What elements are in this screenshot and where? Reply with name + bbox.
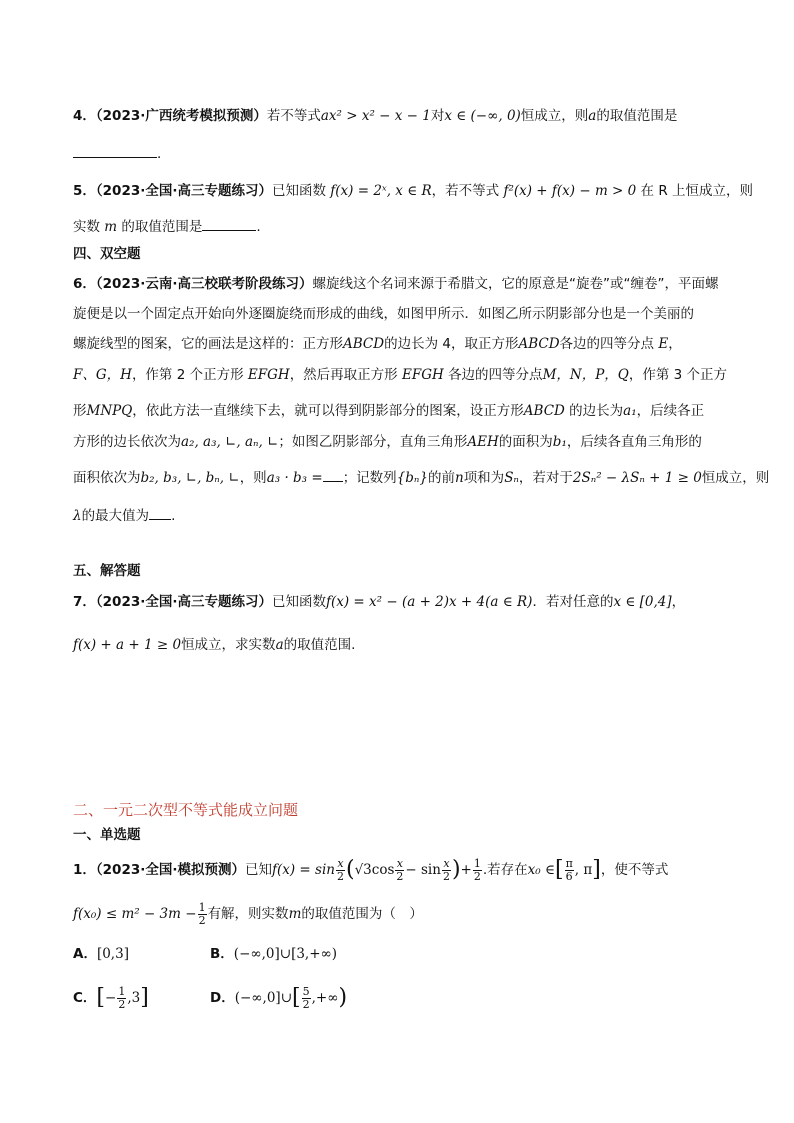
- q6-text: 的面积为: [498, 434, 553, 450]
- q4-answer-blank[interactable]: [73, 143, 157, 158]
- q6-text: 形: [73, 403, 87, 419]
- q1-frac-1-2: [198, 902, 207, 927]
- q7-inequality: f(x) + a + 1 ≥ 0: [73, 637, 182, 653]
- q1-frac-x-2: [442, 858, 451, 883]
- option-label: C．: [73, 990, 97, 1006]
- q1-frac-denominator: 2: [198, 913, 206, 927]
- q1-sqrt3: √3: [354, 862, 372, 878]
- q1-frac-numerator: 1: [198, 900, 206, 914]
- q1-frac-numerator: x: [443, 856, 450, 870]
- q7-text: 的取值范围.: [283, 637, 356, 653]
- q1-frac-denominator: 2: [396, 869, 404, 883]
- q1-text: .若存在: [482, 862, 528, 878]
- option-frac-denominator: 2: [118, 997, 126, 1011]
- q6-text: 螺旋线这个名词来源于希腊文，它的原意是“旋卷”或“缠卷”，平面螺: [312, 276, 719, 292]
- q7-text: 恒成立，求实数: [181, 637, 276, 653]
- option-label: B．: [210, 946, 234, 962]
- q6-text: 各边的四等分点: [448, 367, 543, 383]
- q6-inequality: 2Sₙ² − λSₙ + 1 ≥ 0: [572, 470, 702, 486]
- q6-text: ，依此方法一直继续下去，就可以得到阴影部分的图案，设正方形: [132, 403, 524, 419]
- q6-line6: [73, 432, 702, 452]
- q4-text: 的取值范围是: [596, 108, 678, 124]
- q6-text: 旋便是以一个固定点开始向外逐圈旋绕而形成的曲线，如图甲所示．如图乙所示阴影部分也是一个美丽的: [73, 306, 694, 322]
- q6-text: 的前: [427, 470, 455, 486]
- q6-text: ；记数列: [342, 470, 397, 486]
- q5-text: 实数: [73, 219, 100, 235]
- q1-cos: cos: [371, 862, 395, 878]
- q4-inequality: ax² > x² − x − 1: [320, 108, 431, 124]
- q7-text: ．若对任意的: [532, 594, 614, 610]
- q1-text: 已知: [245, 862, 272, 878]
- q6-a-sequence: a₂, a₃, ∟, aₙ, ∟: [181, 434, 279, 450]
- q5-function: f(x) = 2ˣ, x ∈ R: [330, 183, 432, 199]
- q6-b-sequence: b₂, b₃, ∟, bₙ, ∟: [140, 470, 240, 486]
- q6-triangle-aeh: AEH: [467, 434, 499, 450]
- option-fraction: [302, 986, 311, 1011]
- q7-text: 已知函数: [272, 594, 326, 610]
- q6-text: 方形的边长依次为: [73, 434, 181, 450]
- q6-source: （2023·云南·高三校联考阶段练习）: [95, 276, 313, 292]
- q7-domain: x ∈ [0,4]: [613, 594, 672, 610]
- q6-square-abcd: ABCD: [518, 336, 560, 352]
- q5-end: .: [256, 219, 261, 235]
- q7-function: f(x) = x² − (a + 2)x + 4(a ∈ R): [326, 594, 533, 610]
- q1-frac-denominator: 2: [473, 869, 481, 883]
- q6-end: .: [171, 508, 176, 524]
- q6-text: 螺旋线型的图案，它的画法是这样的：正方形: [73, 336, 343, 352]
- q5-source: （2023·全国·高三专题练习）: [95, 183, 272, 199]
- option-paren-close: ): [338, 985, 348, 1010]
- q6-n: n: [454, 470, 464, 486]
- q6-line2: [73, 304, 694, 324]
- q5-text: 在 R 上恒成立，则: [640, 183, 753, 199]
- q1-x0: x₀ ∈: [527, 862, 555, 878]
- q1-bracket-close: ]: [592, 857, 601, 882]
- q6-line8: [73, 505, 175, 526]
- q1-frac-x-2: [395, 858, 404, 883]
- q7-source: （2023·全国·高三专题练习）: [95, 594, 272, 610]
- q6-a3b3: a₃ · b₃ =: [266, 470, 323, 486]
- q1-frac-denominator: 2: [442, 869, 450, 883]
- q5-line1: [73, 181, 753, 201]
- q6-sn: Sₙ: [504, 470, 519, 486]
- q5-answer-blank[interactable]: [202, 216, 256, 231]
- q7-line1: [73, 592, 685, 612]
- q6-line3: 螺旋线型的图案，它的画法是这样的：正方形ABCD的边长为 4，取正方形ABCD各边的四等分点 E，: [73, 336, 682, 352]
- q6-text: 的边长为 4，取正方形: [384, 336, 519, 352]
- q7-number: 7．: [73, 594, 96, 610]
- q6-text: ，若对于: [518, 470, 573, 486]
- q6-text: 各边的四等分点: [559, 336, 655, 352]
- q4-answer-line: [73, 143, 161, 164]
- option-text: (−∞,0]∪: [234, 990, 293, 1006]
- q6-text: ，然后再取正方形: [289, 367, 398, 383]
- q1-variable: m: [288, 906, 302, 922]
- q5-variable: m: [104, 219, 118, 235]
- q1-paren-open: (: [345, 857, 355, 882]
- q6-text: ，后续各直角三角形的: [566, 434, 702, 450]
- q1-text: 有解，则实数: [207, 906, 289, 922]
- q1-source: （2023·全国·模拟预测）: [95, 862, 245, 878]
- option-label: D．: [210, 990, 235, 1006]
- q1-frac-pi-6: [565, 858, 574, 883]
- q1-inequality: f(x₀) ≤ m² − 3m −: [73, 906, 197, 922]
- q6-b1: b₁: [552, 434, 567, 450]
- q5-text: 已知函数: [272, 183, 326, 199]
- q4-domain: x ∈ (−∞, 0): [444, 108, 521, 124]
- q6-square-abcd: ABCD: [523, 403, 565, 419]
- q6-square-efgh: EFGH: [401, 367, 444, 383]
- q6-square-efgh: EFGH: [247, 367, 290, 383]
- q6-line4: [73, 365, 727, 385]
- q6-points: M，N，P，Q: [542, 367, 629, 383]
- q4-number: 4．: [73, 108, 96, 124]
- q6-text: ，作第 3 个正方: [628, 367, 728, 383]
- section-heading: 四、双空题: [73, 246, 141, 262]
- q1-frac-1-2: [473, 858, 482, 883]
- option-b[interactable]: [210, 944, 337, 964]
- option-frac-denominator: 2: [302, 997, 310, 1011]
- q6-point-e: E: [658, 336, 669, 352]
- q1-frac-denominator: 2: [336, 869, 344, 883]
- option-text: [0,3]: [96, 946, 129, 962]
- q6-text: 面积依次为: [73, 470, 141, 486]
- q6-square-abcd: ABCD: [343, 336, 385, 352]
- option-frac-numerator: 1: [118, 984, 126, 998]
- option-label: A．: [73, 946, 97, 962]
- q1-paren-close: ): [451, 857, 461, 882]
- q7-text: ，: [671, 594, 686, 610]
- q6-text: 恒成立，则: [701, 470, 770, 486]
- section-heading: 一、单选题: [73, 827, 141, 843]
- q1-frac-numerator: 1: [473, 856, 481, 870]
- option-frac-numerator: 5: [302, 984, 310, 998]
- q6-text: 的边长为: [569, 403, 624, 419]
- q4-text: 若不等式: [266, 108, 321, 124]
- q6-text: ，后续各正: [636, 403, 705, 419]
- q1-text: ，使不等式: [600, 862, 669, 878]
- q1-line2: [73, 900, 423, 928]
- q6-text: ，作第 2 个正方形: [131, 367, 244, 383]
- q5-text: 的取值范围是: [121, 219, 203, 235]
- option-text: (−∞,0]∪[3,+∞): [233, 946, 338, 962]
- option-bracket-open: [: [292, 985, 301, 1010]
- option-fraction: [117, 986, 126, 1011]
- option-d[interactable]: [210, 984, 347, 1012]
- q6-text: ，则: [239, 470, 267, 486]
- option-a[interactable]: [73, 944, 129, 964]
- q6-line1: [73, 274, 718, 294]
- q4-end: .: [157, 146, 162, 162]
- option-bracket-close: ]: [140, 985, 149, 1010]
- q5-text: ，若不等式: [431, 183, 500, 199]
- option-text: −: [105, 990, 117, 1006]
- q6-points: F、G，H: [73, 367, 132, 383]
- section-heading: 五、解答题: [73, 563, 141, 579]
- q1-plus: +: [460, 862, 472, 878]
- q6-a1: a₁: [623, 403, 637, 419]
- q1-frac-numerator: x: [396, 856, 404, 870]
- q6-square-mnpq: MNPQ: [86, 403, 133, 419]
- part-heading: 二、一元二次型不等式能成立问题: [73, 801, 299, 819]
- q1-text: 的取值范围为（ ）: [301, 906, 423, 922]
- q1-minus-sin: − sin: [405, 862, 441, 878]
- q5-line2: [73, 216, 261, 237]
- q6-number: 6．: [73, 276, 96, 292]
- q4-text: 恒成立，则: [520, 108, 589, 124]
- q6-text: 项和为: [463, 470, 505, 486]
- option-text: ,+∞: [311, 990, 339, 1006]
- option-bracket-open: [: [96, 985, 106, 1010]
- q5-number: 5．: [73, 183, 96, 199]
- option-text: ,3: [127, 990, 141, 1006]
- q1-bracket-open: [: [554, 857, 564, 882]
- q1-frac-x-2: [336, 858, 345, 883]
- q1-line1: [73, 855, 668, 885]
- q6-lambda: λ: [73, 508, 82, 524]
- q4-line1: [73, 106, 677, 126]
- q6-line7: [73, 467, 769, 488]
- q1-frac-numerator: x: [337, 856, 344, 870]
- q5-inequality: f²(x) + f(x) − m > 0: [503, 183, 637, 199]
- q4-variable: a: [588, 108, 597, 124]
- option-c[interactable]: [73, 984, 149, 1012]
- q6-text: ；如图乙阴影部分，直角三角形: [278, 434, 468, 450]
- q4-text: 对: [430, 108, 445, 124]
- q1-number: 1．: [73, 862, 96, 878]
- q6-answer-blank-1[interactable]: [323, 467, 343, 482]
- q4-source: （2023·广西统考模拟预测）: [95, 108, 267, 124]
- q7-variable: a: [275, 637, 284, 653]
- q6-text: 的最大值为: [81, 508, 150, 524]
- q1-pi: , π: [574, 862, 593, 878]
- q1-frac-numerator: π: [565, 856, 573, 870]
- q7-line2: [73, 635, 355, 655]
- q6-bn: {bₙ}: [396, 470, 428, 486]
- q1-function-name: f(x) = sin: [272, 862, 335, 878]
- q6-answer-blank-2[interactable]: [149, 505, 171, 520]
- q6-line5: [73, 401, 704, 421]
- q1-frac-denominator: 6: [565, 869, 573, 883]
